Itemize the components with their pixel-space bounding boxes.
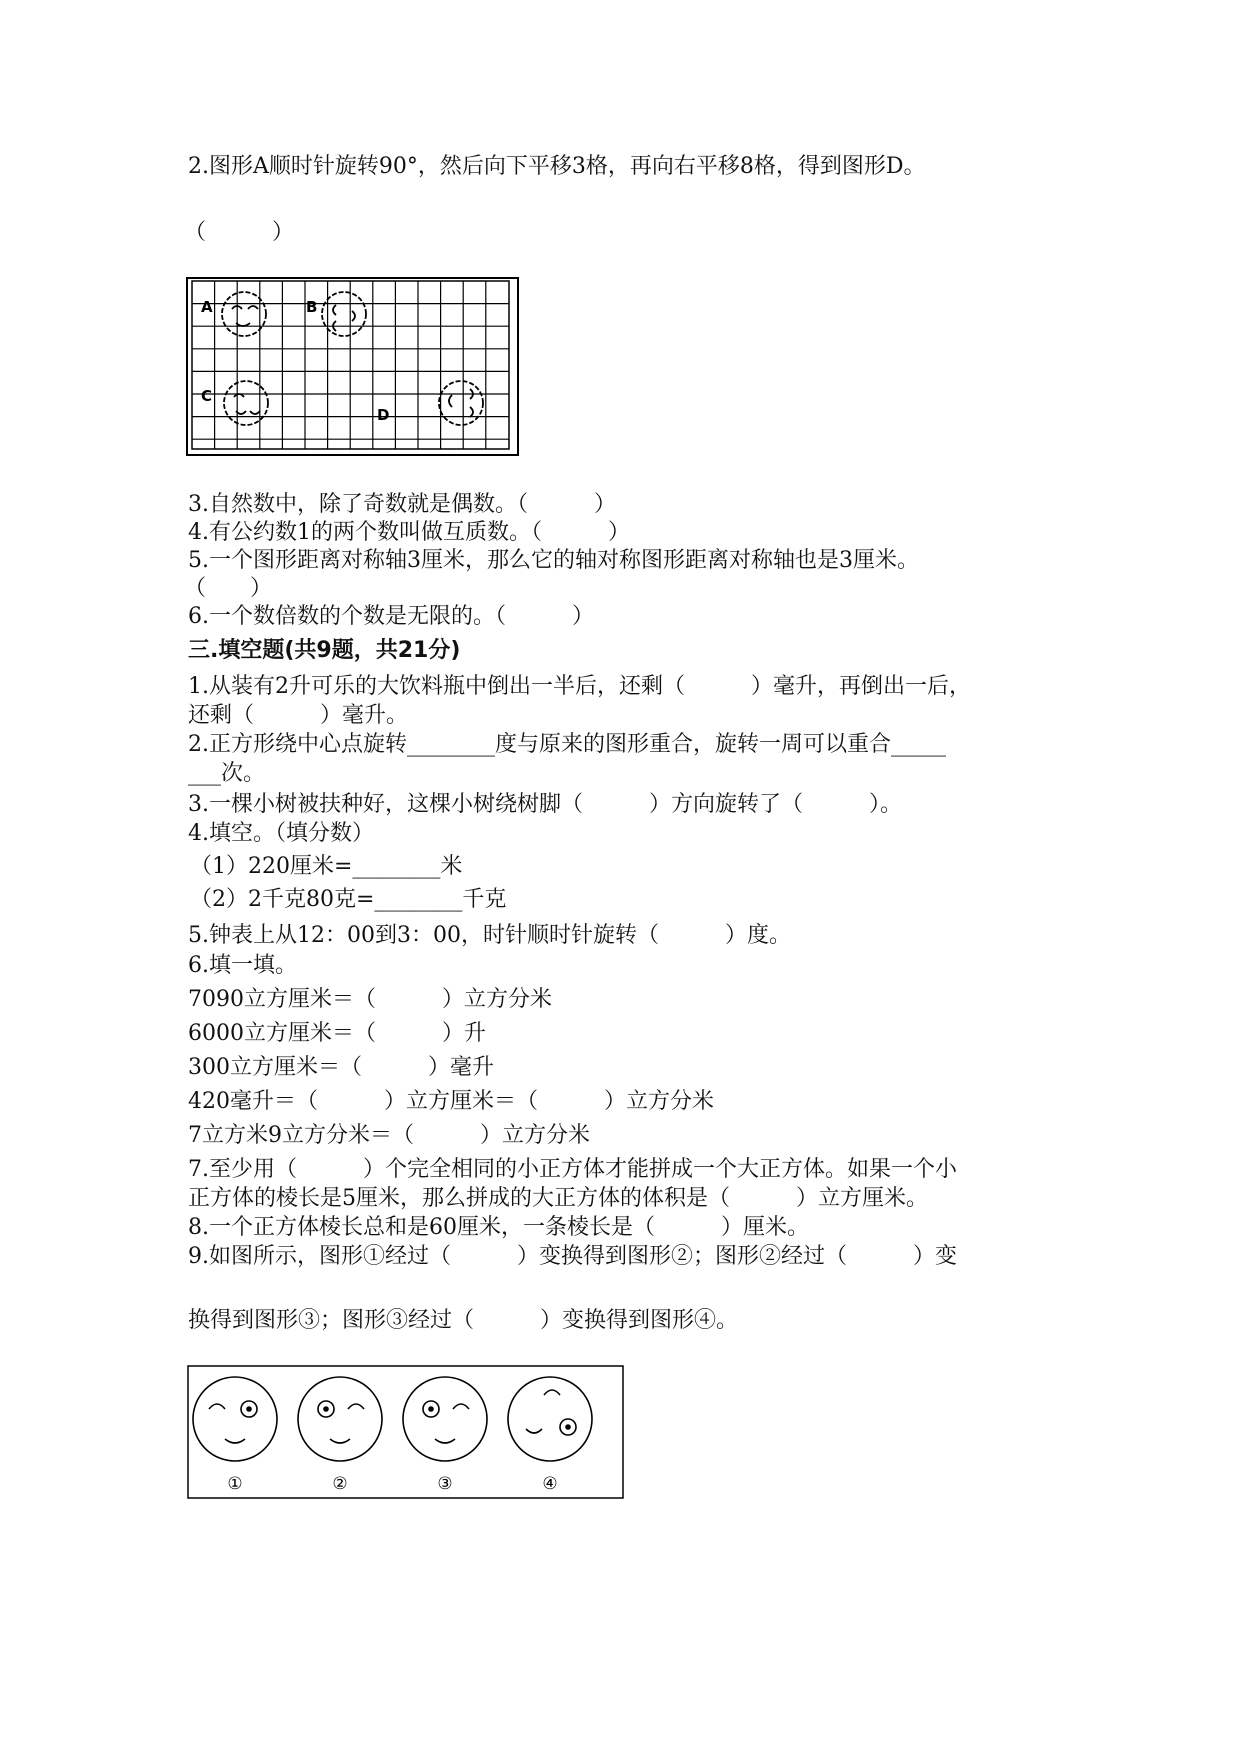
grid-label-c: C xyxy=(201,387,213,405)
face-eye-dot xyxy=(566,1425,570,1429)
fill-q2-line1: 2.正方形绕中心点旋转________度与原来的图形重合，旋转一周可以重合_____ xyxy=(188,732,946,757)
fill-q2-line2: ___次。 xyxy=(188,761,266,786)
fill-q1-line2: 还剩（ ）毫升。 xyxy=(188,703,409,728)
grid-label-b: B xyxy=(306,298,318,316)
fill-q6-item2: 6000立方厘米＝（ ）升 xyxy=(188,1021,486,1046)
fill-q6-item5: 7立方米9立方分米＝（ ）立方分米 xyxy=(188,1123,590,1148)
fill-q6-text: 6.填一填。 xyxy=(188,953,297,978)
face-eye-dot xyxy=(247,1407,251,1411)
judge-q2-text: 2.图形A顺时针旋转90°，然后向下平移3格，再向右平移8格，得到图形D。 xyxy=(188,154,926,179)
fill-q6-item4: 420毫升＝（ ）立方厘米＝（ ）立方分米 xyxy=(188,1089,714,1114)
judge-q5-answer-paren: （ ） xyxy=(184,576,273,601)
grid-label-a: A xyxy=(201,298,213,316)
fill-q4-part1: （1）220厘米=________米 xyxy=(190,854,463,879)
grid-rotation-figure xyxy=(186,277,519,456)
face-eye-dot xyxy=(429,1407,433,1411)
fill-section-heading: 三.填空题(共9题，共21分) xyxy=(188,638,461,663)
grid-label-d: D xyxy=(377,406,390,424)
fill-q9-line2: 换得到图形③；图形③经过（ ）变换得到图形④。 xyxy=(188,1308,739,1333)
judge-q5-text: 5.一个图形距离对称轴3厘米，那么它的轴对称图形距离对称轴也是3厘米。 xyxy=(188,548,919,573)
judge-q2-answer-paren: （ ） xyxy=(184,220,295,245)
fill-q3-text: 3.一棵小树被扶种好，这棵小树绕树脚（ ）方向旋转了（ ）。 xyxy=(188,792,902,817)
face-label-4: ④ xyxy=(542,1474,558,1494)
judge-q4-text: 4.有公约数1的两个数叫做互质数。（ ） xyxy=(188,520,630,545)
fill-q5-text: 5.钟表上从12：00到3：00，时针顺时针旋转（ ）度。 xyxy=(188,923,791,948)
face-label-3: ③ xyxy=(437,1474,453,1494)
face-transformation-figure xyxy=(187,1365,624,1499)
fill-q6-item3: 300立方厘米＝（ ）毫升 xyxy=(188,1055,494,1080)
face-label-1: ① xyxy=(227,1474,243,1494)
face-label-2: ② xyxy=(332,1474,348,1494)
judge-q3-text: 3.自然数中，除了奇数就是偶数。（ ） xyxy=(188,492,616,517)
fill-q7-line1: 7.至少用（ ）个完全相同的小正方体才能拼成一个大正方体。如果一个小 xyxy=(188,1157,957,1182)
fill-q7-line2: 正方体的棱长是5厘米，那么拼成的大正方体的体积是（ ）立方厘米。 xyxy=(188,1186,928,1211)
face-eye-dot xyxy=(324,1407,328,1411)
fill-q9-line1: 9.如图所示，图形①经过（ ）变换得到图形②；图形②经过（ ）变 xyxy=(188,1244,957,1269)
fill-q4-text: 4.填空。（填分数） xyxy=(188,821,374,846)
fill-q4-part2: （2）2千克80克=________千克 xyxy=(190,887,507,912)
fill-q1-line1: 1.从装有2升可乐的大饮料瓶中倒出一半后，还剩（ ）毫升，再倒出一后， xyxy=(188,674,971,699)
fill-q8-text: 8.一个正方体棱长总和是60厘米，一条棱长是（ ）厘米。 xyxy=(188,1215,809,1240)
fill-q6-item1: 7090立方厘米＝（ ）立方分米 xyxy=(188,987,552,1012)
judge-q6-text: 6.一个数倍数的个数是无限的。（ ） xyxy=(188,604,594,629)
